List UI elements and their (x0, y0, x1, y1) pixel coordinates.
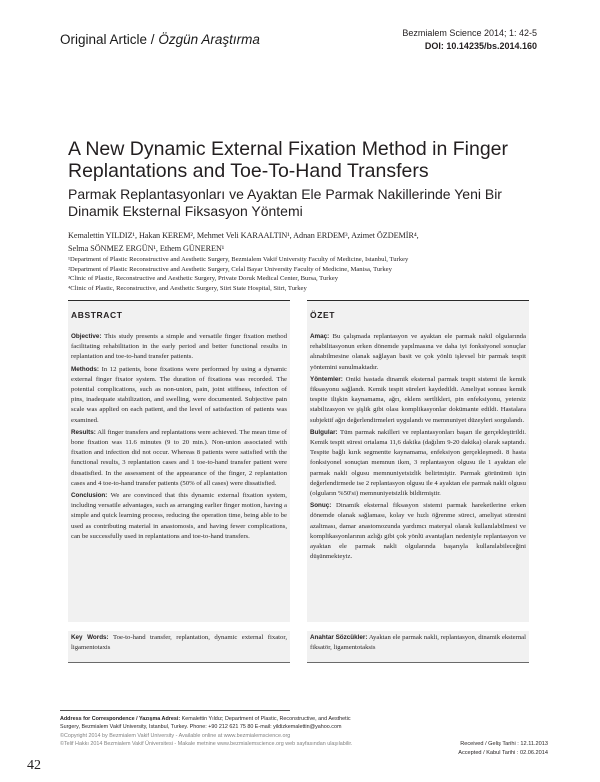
abstract-heading: ABSTRACT (71, 310, 123, 320)
abstract-en-box (68, 300, 290, 622)
footer-rule (60, 710, 290, 711)
copyright-en: ©Copyright 2014 by Bezmialem Vakif University - Available online at www.bezmialemscience.org (60, 732, 291, 739)
keywords-en: Key Words: Toe-to-hand transfer, replantation, dynamic external fixator, ligamentotaxis (68, 631, 290, 663)
affiliation: ³Clinic of Plastic, Reconstructive and Aesthetic Surgery, Private Doruk Medical Center, Bursa, Turkey (68, 275, 338, 283)
correspondence-line: Address for Correspondence / Yazışma Adresi: Kemalettin Yıldız; Department of Plastic, Reconstructive, and Aesthetic (60, 716, 351, 722)
section-separator: / (147, 32, 159, 47)
citation-block (402, 27, 537, 53)
abstract-conclusion: Conclusion: We are convinced that this dynamic external fixation system, including versatile advantages, such as arranging earlier finger motion, having a simple and quick learning process, reducing the operation time, being able to be used as contributing material in anastomosis, and having fewer complications, can be successfully used in replantations and toe-to-hand transfers. (71, 492, 287, 540)
ozet-amac: Amaç: Bu çalışmada replantasyon ve ayaktan ele parmak nakil olgularında rehabilitasyonun erken dönemde yapılmasına ve daha iyi fonksiyonel sonuçlar alınabilmesine olanak sağlayan basit ve çok yönlü işlevsel bir parmak tespit yöntemini sunulmaktadır. (310, 333, 526, 371)
title-tr: Parmak Replantasyonları ve Ayaktan Ele Parmak Nakillerinde Yeni Bir Dinamik Eksternal Fiksasyon Yöntemi (68, 186, 502, 219)
ozet-heading: ÖZET (310, 310, 336, 320)
affiliations (68, 255, 538, 293)
ozet-yontemler: Yöntemler: Onikі hastada dinamik eksternal parmak tespit sistemi ile kemik fiksasyonu sağlandı. Kemik tespit süreleri kaydedildi. Ameliyat sonrası kemik tespite ilişkin kaynamama, ağrı, eklem sertlikleri, pin enfeksiyonu, yetersiz stabilizasyon ve şişlik gibi olası komplikasyonlar dokümante edildi. Hastalara subjektif ağrı değerlendirmeleri uygulandı ve memnuniyet düzeyleri sorgulandı. (310, 375, 526, 424)
page-number: 42 (27, 758, 41, 773)
doi: DOI: 10.14235/bs.2014.160 (424, 41, 537, 51)
affiliation: ⁴Clinic of Plastic, Reconstructive, and Aesthetic Surgery, Siirt State Hospital, Siirt, Turkey (68, 284, 307, 292)
ozet-bulgular: Bulgular: Tüm parmak nakilleri ve replantasyonları başarı ile gerçekleştirildi. Kemik tespit süresi ortalama 11,6 dakika (dağılım 9-20 dakika) olarak saptandı. Tespite bağlı kırık segmentte kaynamama, enfeksiyon gerçekleşmedi. 8 hasta fonksiyonel sonuçtan memnun iken, 3 replantasyon olgusu ile 1 ayaktan ele parmak nakli olgusu memnuniyetsizlik belirtmiştir. Parmak görünümü için değerlendirmede ise 2 replantasyon olgusu ile 4 ayaktan ele parmak nakli olgusu (olguların %50'si) memnuniyetsizlik bildirmiştir. (310, 428, 526, 498)
copyright-tr: ©Telif Hakkı 2014 Bezmialem Vakif Üniversitesi - Makale metnine www.bezmialemscience.org web sayfasından ulaşılabilir. (60, 741, 353, 748)
received-date: Received / Geliş Tarihi : 12.11.2013 (460, 741, 548, 747)
section-en: Original Article (60, 32, 148, 47)
ozet-sonuc: Sonuç: Dinamik eksternal fiksasyon sistemi parmak hareketlerine erken dönemde olanak sağlaması, kolay ve hızlı öğrenme süreci, ameliyat süresini azaltması, damar anastomozunda yardımcı materyal olarak kullanılabilmesi ve komplikasyonlarının azlığı gibi çok yönlü avantajları nedeniyle replantasyon ve ayaktan ele parmak nakli olgularında başarıyla kullanılabileceğini düşünmekteyiz. (310, 502, 527, 561)
affiliation: ¹Department of Plastic Reconstructive and Aesthetic Surgery, Bezmialem Vakif University Faculty of Medicine, Istanbul, Turkey (68, 256, 409, 263)
abstract-methods: Methods: In 12 patients, bone fixations were performed by using a dynamic external finger fixator system. The duration of fixations was recorded. The potential complications, such as non-union, pain, joint stiffness, infection of pins, inadequate stabilization, and swelling, were documented. Subjective pain scale was applied on each patient, and the level of satisfaction of patients was examined. (71, 365, 287, 424)
affiliation: ²Department of Plastic Reconstructive and Aesthetic Surgery, Celal Bayar University Faculty of Medicine, Manisa, Turkey (68, 265, 392, 273)
correspondence-line: Surgery, Bezmialem Vakif University, Istanbul, Turkey. Phone: +90 212 621 75 80 E-mail: yildizkemalettin@yahoo.com (60, 724, 342, 731)
section-tr: Özgün Araştırma (158, 32, 260, 47)
dates-block (428, 740, 548, 758)
running-header-section (60, 32, 260, 47)
footer-correspondence (60, 715, 360, 749)
abstract-objective: Objective: This study presents a simple and versatile finger fixation method facilitating rehabilitation in the early period and better functional results in replantation and toe-to-hand transfer patients. (71, 333, 287, 361)
accepted-date: Accepted / Kabul Tarihi : 02.06.2014 (458, 750, 548, 756)
abstract-tr-body (310, 332, 526, 564)
abstract-results: Results: All finger transfers and replantations were achieved. The mean time of bone fixation was 11.6 minutes (9 to 20 min.). Non-union associated with fixation and infection did not occur. Whereas 8 patients were satisfied with the functional results, 3 replantation cases and 1 toe-to-hand transfer patient were dissatisfied. In the assessment of the appearance of the finger, 2 replantation cases and 4 toe-to-hand transfer patients (50% of all cases) were dissatisfied. (71, 428, 287, 487)
title-en: A New Dynamic External Fixation Method in Finger Replantations and Toe-To-Hand Transfers (68, 138, 509, 182)
abstract-en-body (71, 332, 287, 544)
citation: Bezmialem Science 2014; 1: 42-5 (402, 28, 537, 38)
abstract-tr-box (307, 300, 529, 622)
keywords-tr: Anahtar Sözcükler: Ayaktan ele parmak nakli, replantasyon, dinamik eksternal fiksatör, ligamentotaksis (307, 631, 529, 663)
author-list (68, 230, 538, 255)
author-line: Selma SÖNMEZ ERGÜN¹, Ethem GÜNEREN¹ (68, 243, 225, 253)
author-line: Kemalettin YILDIZ¹, Hakan KEREM², Mehmet Veli KARAALTIN¹, Adnan ERDEM³, Azimet ÖZDEMİR⁴, (68, 231, 419, 240)
